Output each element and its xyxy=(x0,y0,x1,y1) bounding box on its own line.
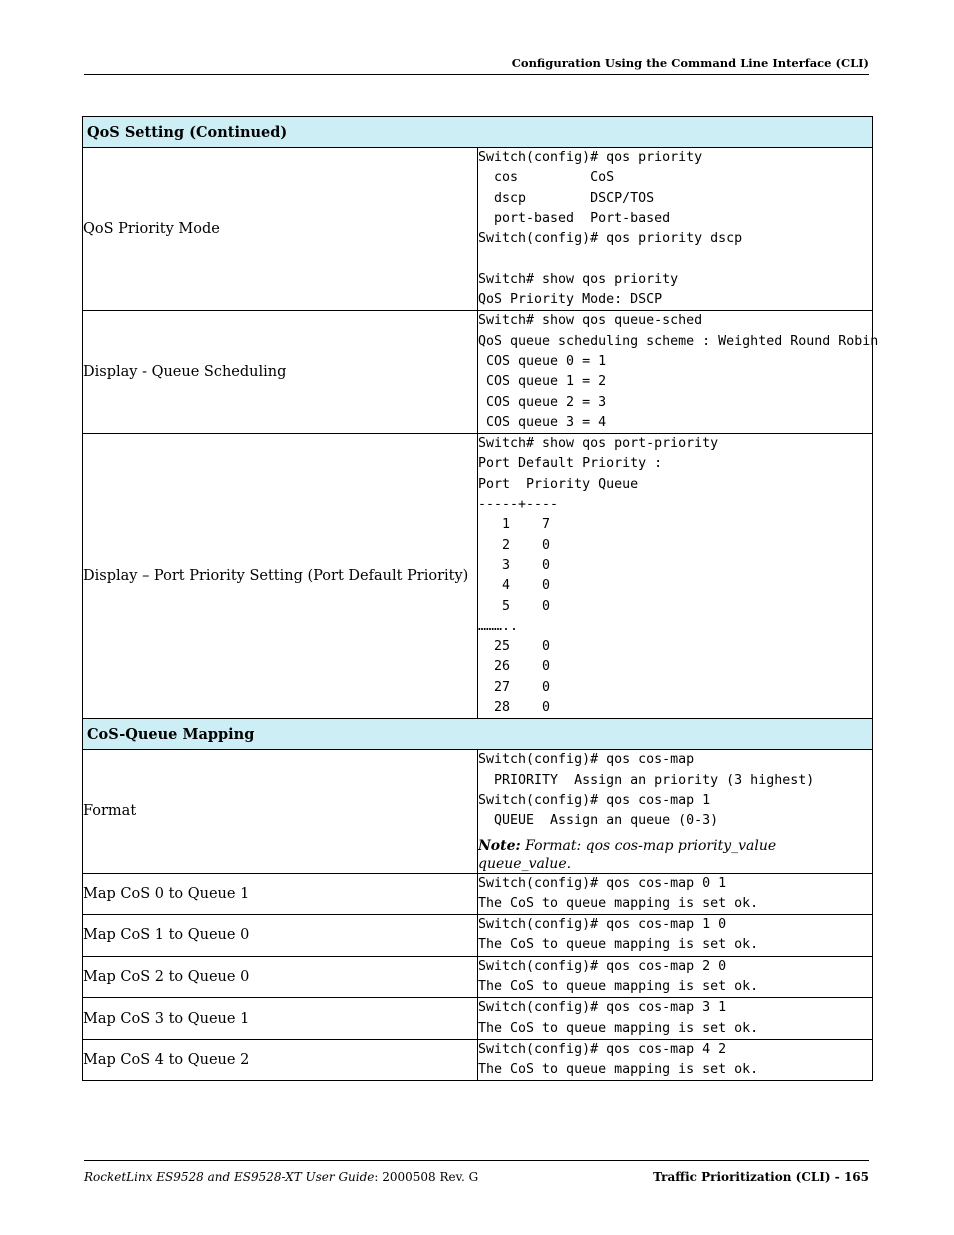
row-label: Map CoS 3 to Queue 1 xyxy=(83,998,478,1040)
row-label: Map CoS 1 to Queue 0 xyxy=(83,915,478,957)
qos-command-table xyxy=(82,116,879,1081)
format-note xyxy=(478,837,872,873)
table-row xyxy=(83,915,873,957)
cli-code-block: Switch(config)# qos priority cos CoS dscp DSCP/TOS port-based Port-based Switch(config)# qos priority dscp Switch# show qos priority QoS Priority Mode: DSCP xyxy=(478,150,743,308)
table-row xyxy=(83,434,873,719)
row-label: Map CoS 4 to Queue 2 xyxy=(83,1039,478,1081)
table-row xyxy=(83,1039,873,1081)
note-label: Note: xyxy=(478,837,521,854)
cli-code-block: Switch(config)# qos cos-map 2 0 The CoS to queue mapping is set ok. xyxy=(478,958,759,994)
table-row xyxy=(83,148,873,311)
header-divider xyxy=(84,74,869,75)
row-label: Map CoS 2 to Queue 0 xyxy=(83,956,478,998)
table-row xyxy=(83,998,873,1040)
row-label: Format xyxy=(83,750,478,873)
table-row xyxy=(83,873,873,915)
cli-code-block: Switch(config)# qos cos-map PRIORITY Assign an priority (3 highest) Switch(config)# qos cos-map 1 QUEUE Assign an queue (0-3) xyxy=(478,752,815,829)
section-title-qos-setting: QoS Setting (Continued) xyxy=(83,117,873,148)
row-label: Display - Queue Scheduling xyxy=(83,311,478,434)
cli-code-block: Switch# show qos queue-sched QoS queue scheduling scheme : Weighted Round Robin COS queue 0 = 1 COS queue 1 = 2 COS queue 2 = 3 COS queue 3 = 4 xyxy=(478,313,879,430)
table-row xyxy=(83,311,873,434)
section-title-cos-queue-mapping: CoS-Queue Mapping xyxy=(83,719,873,750)
footer-divider xyxy=(84,1160,869,1161)
cli-code-block: Switch(config)# qos cos-map 0 1 The CoS to queue mapping is set ok. xyxy=(478,875,759,911)
footer-page-label: Traffic Prioritization (CLI) - 165 xyxy=(653,1170,869,1184)
table-row xyxy=(83,956,873,998)
doc-revision: : 2000508 Rev. G xyxy=(374,1170,479,1184)
table-row xyxy=(83,750,873,873)
guide-title: RocketLinx ES9528 and ES9528-XT User Guide xyxy=(84,1170,375,1184)
row-label: QoS Priority Mode xyxy=(83,148,478,311)
cli-code-block: Switch# show qos port-priority Port Default Priority : Port Priority Queue -----+---- 1 7 2 0 3 0 4 0 5 0 ……….. 25 0 26 0 27 0 28 0 xyxy=(478,436,719,716)
row-label: Map CoS 0 to Queue 1 xyxy=(83,873,478,915)
cli-code-block: Switch(config)# qos cos-map 4 2 The CoS to queue mapping is set ok. xyxy=(478,1041,759,1078)
note-text: Format: qos cos-map priority_value queue_value. xyxy=(478,837,777,872)
cli-code-block: Switch(config)# qos cos-map 1 0 The CoS to queue mapping is set ok. xyxy=(478,917,759,953)
footer-guide-reference xyxy=(84,1170,478,1184)
section-header-row xyxy=(83,719,873,750)
row-label: Display – Port Priority Setting (Port Default Priority) xyxy=(83,434,478,719)
cli-code-block: Switch(config)# qos cos-map 3 1 The CoS to queue mapping is set ok. xyxy=(478,1000,759,1036)
running-header: Configuration Using the Command Line Interface (CLI) xyxy=(511,56,869,70)
section-header-row xyxy=(83,117,873,148)
